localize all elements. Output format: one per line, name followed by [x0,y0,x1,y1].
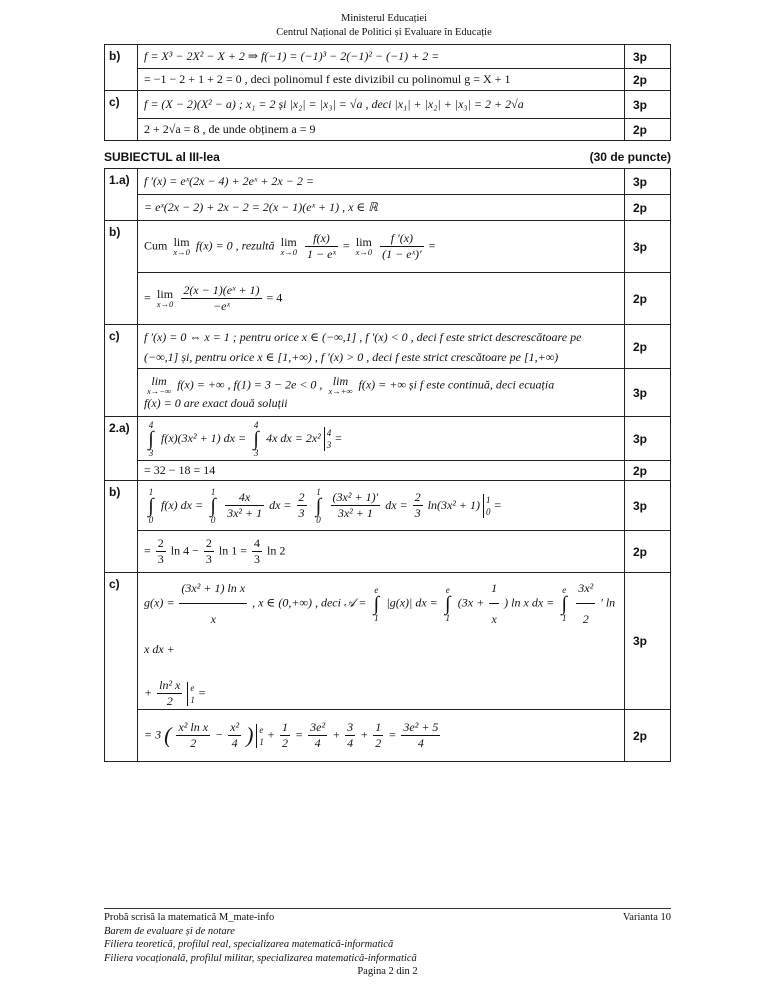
page-header [0,12,768,40]
section-heading [104,150,671,164]
points-2a1: 3p [625,417,671,461]
equals-sign: = [144,543,151,558]
dx: dx = [269,497,292,512]
fraction: $\frac{1}{2}$ [375,720,382,750]
row-2c1: g(x) = $\frac{\text{(3x² + 1) ln x}}{x}$ , x ∈ (0,+∞) , deci 𝒜 = e ∫ 1 |g(x)| dx = e ∫ 1 (3x + $\frac{1}{x}$ ) ln x dx = e ∫ 1 $\frac{\text{3x²}}{2}$ ′ ln x dx + + $\frac{\text{ln² x}}{2}$ e 1 = [138,573,625,710]
fraction: $\frac{\text{(3x² + 1)′}}{\text{3x² + 1}}$ [332,490,379,520]
log-expression: ln(3x² + 1) [427,497,480,512]
fraction: $\frac{\text{3x²}}{2}$ [576,573,595,634]
section-points: (30 de puncte) [589,150,671,164]
fraction: $\frac{1}{2}$ [282,720,289,750]
page-footer [104,911,671,979]
evaluation-bar: e 1 [256,724,264,748]
ln1-term: ln 1 = [218,543,247,558]
parts-integrand: ′ ln x dx + [144,595,616,656]
cum-word: Cum [144,238,168,253]
fraction: $\frac{2}{3}$ [157,536,164,566]
points-2a2: 2p [625,461,671,481]
fraction: $\frac{\text{3e²}}{4}$ [310,720,326,750]
equals-sign: = [144,290,151,305]
row-1c1-line2: (−∞,1] și, pentru orice x ∈ [1,+∞) , f ′(x) > 0 , deci f este strict crescătoare pe [1,+∞) [144,349,559,364]
limit-operator: lim x→0 [156,287,174,309]
row-1b1-mid: f(x) = 0 , rezultă [195,238,275,253]
points-1c1: 2p [625,325,671,369]
limit-plus-infinity: f(x) = +∞ și f este continuă, deci ecuația [358,376,555,391]
footer-line-1: Probă scrisă la matematică M_mate-info [104,912,275,923]
integral-sign: 4 ∫ 3 [148,419,154,458]
footer-line-2: Barem de evaluare și de notare [104,925,235,937]
factor-three: = 3 [144,727,162,742]
ln4-term: ln 4 − [170,543,199,558]
row-2b1 [138,481,625,531]
fraction: $\frac{\text{(3x² + 1) ln x}}{x}$ [179,573,247,634]
footer-divider [104,908,671,909]
row-1b2 [138,273,625,325]
expanded-integrand: (3x + [457,595,485,610]
row-1a2: = eˣ(2x − 2) + 2x − 2 = 2(x − 1)(eˣ + 1) , x ∈ ℝ [138,195,625,221]
row-1a1: f ′(x) = eˣ(2x − 4) + 2eˣ + 2x − 2 = [138,169,625,195]
integral-sign: e ∫ 1 [373,584,380,623]
fraction: $\frac{\text{x²}}{4}$ [230,720,240,750]
limit-operator: lim x→0 [280,235,298,257]
points-c2: 2p [625,119,671,141]
part2-table [104,44,671,141]
limit-minus-infinity: f(x) = +∞ , [177,376,231,391]
points-1a2: 2p [625,195,671,221]
row-1c1-line1: f ′(x) = 0 ⇔ x = 1 ; pentru orice x ∈ (−∞,1] , f ′(x) < 0 , deci f este strict descrescătoare pe [144,329,582,344]
points-b1: 3p [625,45,671,69]
points-1b1: 3p [625,221,671,273]
points-2b1: 3p [625,481,671,531]
fraction: $\frac{1}{x}$ [489,573,499,634]
fraction: $\frac{\text{ln² x}}{2}$ [159,678,181,708]
row-1c1 [138,325,625,369]
row-2a2: = 32 − 18 = 14 [138,461,625,481]
section-title: SUBIECTUL al III-lea [104,150,220,164]
row-2b2 [138,531,625,573]
page-number: Pagina 2 din 2 [357,966,418,977]
equals-sign: = [428,238,436,253]
part3-table [104,168,671,762]
equals-sign: = [493,497,502,512]
integral-sign: 4 ∫ 3 [253,419,259,458]
fraction: $\frac{4}{3}$ [254,536,260,566]
integral-sign: 1 ∫ 0 [148,486,154,525]
item-label-c: c) [105,91,138,141]
evaluation-bar: e 1 [187,682,195,706]
points-2c3: 2p [625,710,671,762]
equals-sign: = [342,238,350,253]
equals-sign: = [197,685,206,700]
expanded-integrand-end: ) ln x dx = [504,595,555,610]
integral-sign: 1 ∫ 0 [315,486,322,525]
f-of-one: f(1) = 3 − 2e < 0 , [233,376,323,391]
two-solutions-conclusion: f(x) = 0 are exact două soluții [144,395,288,410]
plus-sign: + [266,727,276,742]
points-1c2: 3p [625,369,671,417]
center-name: Centrul Național de Politici și Evaluare în Educație [276,27,492,38]
points-2b2: 2p [625,531,671,573]
fraction: $\frac{3}{4}$ [347,720,354,750]
fraction: $\frac{\text{x² ln x}}{2}$ [178,720,209,750]
fraction: $\frac{f '(x)}{\text{(1 − eˣ)′}}$ [382,231,422,261]
limit-operator: lim x→+∞ [328,373,353,396]
equals-sign: = [334,430,343,445]
fraction: $\frac{\text{2(x − 1)(eˣ + 1)}}{\text{−eˣ}}$ [183,283,260,313]
item-label-b: b) [105,45,138,91]
row-1b1 [138,221,625,273]
row-b1: f = X³ − 2X² − X + 2 ⇒ f(−1) = (−1)³ − 2(−1)² − (−1) + 2 = [138,45,625,69]
footer-line-4: Filiera vocațională, profilul militar, specializarea matematică-informatică [104,952,417,964]
item-label-2c: c) [105,573,138,762]
points-c1: 3p [625,91,671,119]
row-c1: f = (X − 2)(X² − a) ; x₁ = 2 și |x₂| = |x₃| = √a , deci |x₁| + |x₂| + |x₃| = 2 + 2√a [138,91,625,119]
fraction: $\frac{\text{3e² + 5}}{4}$ [403,720,439,750]
fraction: $\frac{2}{3}$ [298,490,305,520]
footer-line-3: Filiera teoretică, profilul real, specializarea matematică-informatică [104,939,394,950]
abs-integrand: |g(x)| dx = [386,595,438,610]
variant-label: Varianta 10 [622,912,671,923]
fraction: $\frac{4x}{\text{3x² + 1}}$ [227,490,263,520]
evaluation-bar: 1 0 [483,494,491,518]
points-1b2: 2p [625,273,671,325]
integrand-1: f(x) dx = [161,497,204,512]
evaluation-bar: 4 3 [324,427,332,451]
integral-sign: 1 ∫ 0 [210,486,216,525]
fraction: $\frac{2}{3}$ [414,490,421,520]
item-label-2b: b) [105,481,138,573]
points-b2: 2p [625,69,671,91]
g-definition: g(x) = [144,595,175,610]
row-2a1 [138,417,625,461]
row-c2: 2 + 2√a = 8 , de unde obținem a = 9 [138,119,625,141]
points-1a1: 3p [625,169,671,195]
item-label-2a: 2.a) [105,417,138,481]
points-2c1: 3p [625,573,671,710]
integral-sign: e ∫ 1 [561,584,567,623]
limit-result: = 4 [266,290,283,305]
ln2-result: ln 2 [267,543,286,558]
domain-text: , x ∈ (0,+∞) , deci [252,595,341,610]
row-2c3: = 3 ( $\frac{\text{x² ln x}}{2}$ − $\frac{\text{x²}}{4}$ ) e 1 + $\frac{1}{2}$ = $\frac{\text{3e²}}{4}$ + $\frac{3}{4}$ + $\frac{1}{2}$ = $\frac{\text{3e² + 5}}{4}$ [138,710,625,762]
integrand-1: f(x)(3x² + 1) dx = [161,430,247,445]
row-1c2 [138,369,625,417]
limit-operator: lim x→−∞ [147,373,172,396]
integrand-2: 4x dx = 2x² [266,430,321,445]
fraction: $\frac{f(x)}{\text{1 − eˣ}}$ [307,231,336,261]
item-label-1c: c) [105,325,138,417]
limit-operator: lim x→0 [173,235,190,257]
item-label-1a: 1.a) [105,169,138,221]
area-symbol: 𝒜 = [343,595,367,610]
item-label-1b: b) [105,221,138,325]
ministry-name: Ministerul Educației [340,13,428,24]
fraction: $\frac{2}{3}$ [205,536,212,566]
integral-sign: e ∫ 1 [445,584,451,623]
limit-operator: lim x→0 [355,235,373,257]
row-b2: = −1 − 2 + 1 + 2 = 0 , deci polinomul f este divizibil cu polinomul g = X + 1 [138,69,625,91]
dx: dx = [385,497,408,512]
